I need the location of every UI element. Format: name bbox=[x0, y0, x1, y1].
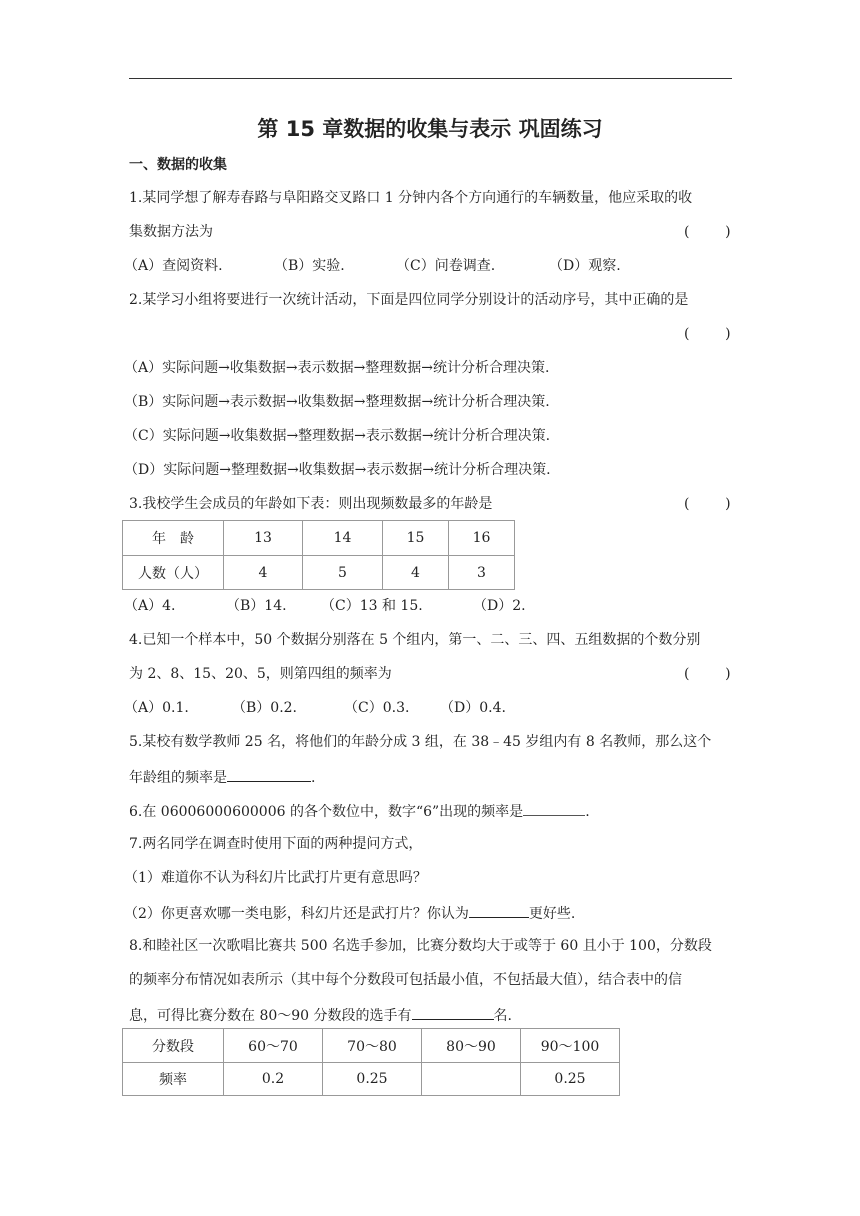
q7-text-line2: （1）难道你不认为科幻片比武打片更有意思吗？ bbox=[124, 870, 427, 886]
q4-answer-paren: ( ) bbox=[684, 666, 731, 682]
q5-text-line1: 5.某校有数学教师 25 名，将他们的年龄分成 3 组，在 38﹣45 岁组内有 8 名教师，那么这个 bbox=[129, 734, 712, 750]
q2-text-line1: 2.某学习小组将要进行一次统计活动，下面是四位同学分别设计的活动序号，其中正确的是 bbox=[129, 292, 689, 308]
q4-text-line1: 4.已知一个样本中，50 个数据分别落在 5 个组内，第一、二、三、四、五组数据的个数分别 bbox=[129, 632, 701, 648]
q5-text-post: . bbox=[311, 770, 316, 786]
q1-option-d: （D）观察. bbox=[549, 258, 621, 274]
table-cell: 0.25 bbox=[521, 1063, 620, 1096]
q1-text-line1: 1.某同学想了解寿春路与阜阳路交叉路口 1 分钟内各个方向通行的车辆数量，他应采取的收 bbox=[129, 190, 693, 206]
q2-option-a: （A）实际问题→收集数据→表示数据→整理数据→统计分析合理决策. bbox=[124, 360, 550, 376]
q8-text-line2: 的频率分布情况如表所示（其中每个分数段可包括最小值，不包括最大值），结合表中的信 bbox=[129, 972, 682, 988]
q7-answer-blank[interactable] bbox=[469, 902, 529, 918]
q7-text-line1: 7.两名同学在调查时使用下面的两种提问方式， bbox=[129, 836, 423, 852]
q5-text-pre: 年龄组的频率是 bbox=[129, 770, 227, 786]
table-cell: 分数段 bbox=[123, 1029, 224, 1063]
q8-text-line3 bbox=[129, 1004, 512, 1026]
age-table bbox=[122, 520, 515, 590]
q8-answer-blank[interactable] bbox=[412, 1004, 494, 1020]
q1-text-line2: 集数据方法为 bbox=[129, 224, 213, 240]
table-cell: 60～70 bbox=[224, 1029, 323, 1063]
q4-option-d: （D）0.4. bbox=[440, 700, 506, 716]
q1-option-b: （B）实验. bbox=[274, 258, 345, 274]
q4-option-b: （B）0.2. bbox=[232, 700, 298, 716]
q7-text-pre: （2）你更喜欢哪一类电影，科幻片还是武打片？你认为 bbox=[124, 906, 469, 922]
q3-option-b: （B）14. bbox=[226, 598, 287, 614]
q5-text-line2 bbox=[129, 766, 315, 788]
q3-text-line1: 3.我校学生会成员的年龄如下表：则出现频数最多的年龄是 bbox=[129, 496, 493, 512]
q1-answer-paren: ( ) bbox=[684, 224, 731, 240]
q1-option-a: （A）查阅资料. bbox=[124, 258, 223, 274]
q3-answer-paren: ( ) bbox=[684, 496, 731, 512]
table-cell: 人数（人） bbox=[123, 556, 224, 590]
q4-option-c: （C）0.3. bbox=[344, 700, 410, 716]
table-cell: 90～100 bbox=[521, 1029, 620, 1063]
header-rule bbox=[129, 78, 732, 79]
page-title: 第 15 章数据的收集与表示 巩固练习 bbox=[257, 117, 603, 141]
table-cell: 5 bbox=[303, 556, 383, 590]
table-cell: 16 bbox=[449, 521, 515, 556]
q2-option-b: （B）实际问题→表示数据→收集数据→整理数据→统计分析合理决策. bbox=[124, 394, 550, 410]
q4-text-line2: 为 2、8、15、20、5，则第四组的频率为 bbox=[129, 666, 392, 682]
table-cell bbox=[422, 1063, 521, 1096]
table-cell: 70～80 bbox=[323, 1029, 422, 1063]
table-row bbox=[123, 556, 515, 590]
table-cell: 4 bbox=[383, 556, 449, 590]
q5-answer-blank[interactable] bbox=[227, 766, 311, 782]
table-cell: 80～90 bbox=[422, 1029, 521, 1063]
q4-option-a: （A）0.1. bbox=[124, 700, 189, 716]
table-cell: 年 龄 bbox=[123, 521, 224, 556]
table-cell: 14 bbox=[303, 521, 383, 556]
q8-text-post: 名. bbox=[493, 1008, 512, 1024]
q6-text-post: . bbox=[585, 804, 590, 820]
q2-option-d: （D）实际问题→整理数据→收集数据→表示数据→统计分析合理决策. bbox=[124, 462, 551, 478]
q1-option-c: （C）问卷调查. bbox=[396, 258, 496, 274]
table-row bbox=[123, 521, 515, 556]
q8-text-pre: 息，可得比赛分数在 80～90 分数段的选手有 bbox=[129, 1008, 412, 1024]
q7-text-line3 bbox=[124, 902, 575, 924]
table-cell: 0.2 bbox=[224, 1063, 323, 1096]
section-heading: 一、数据的收集 bbox=[129, 157, 227, 173]
table-row bbox=[123, 1029, 620, 1063]
q7-text-post: 更好些. bbox=[528, 906, 576, 922]
q3-option-c: （C）13 和 15. bbox=[321, 598, 423, 614]
table-cell: 4 bbox=[224, 556, 303, 590]
table-cell: 0.25 bbox=[323, 1063, 422, 1096]
table-row bbox=[123, 1063, 620, 1096]
table-cell: 频率 bbox=[123, 1063, 224, 1096]
q6-answer-blank[interactable] bbox=[523, 800, 585, 816]
q3-option-d: （D）2. bbox=[473, 598, 526, 614]
table-cell: 15 bbox=[383, 521, 449, 556]
q3-option-a: （A）4. bbox=[124, 598, 176, 614]
table-cell: 3 bbox=[449, 556, 515, 590]
score-frequency-table bbox=[122, 1028, 620, 1096]
table-cell: 13 bbox=[224, 521, 303, 556]
q6-text-pre: 6.在 06006000600006 的各个数位中，数字“6”出现的频率是 bbox=[129, 804, 524, 820]
q8-text-line1: 8.和睦社区一次歌唱比赛共 500 名选手参加，比赛分数均大于或等于 60 且小于 100，分数段 bbox=[129, 938, 712, 954]
q2-answer-paren: ( ) bbox=[684, 326, 731, 342]
q2-option-c: （C）实际问题→收集数据→整理数据→表示数据→统计分析合理决策. bbox=[124, 428, 551, 444]
q6-text bbox=[129, 800, 590, 822]
